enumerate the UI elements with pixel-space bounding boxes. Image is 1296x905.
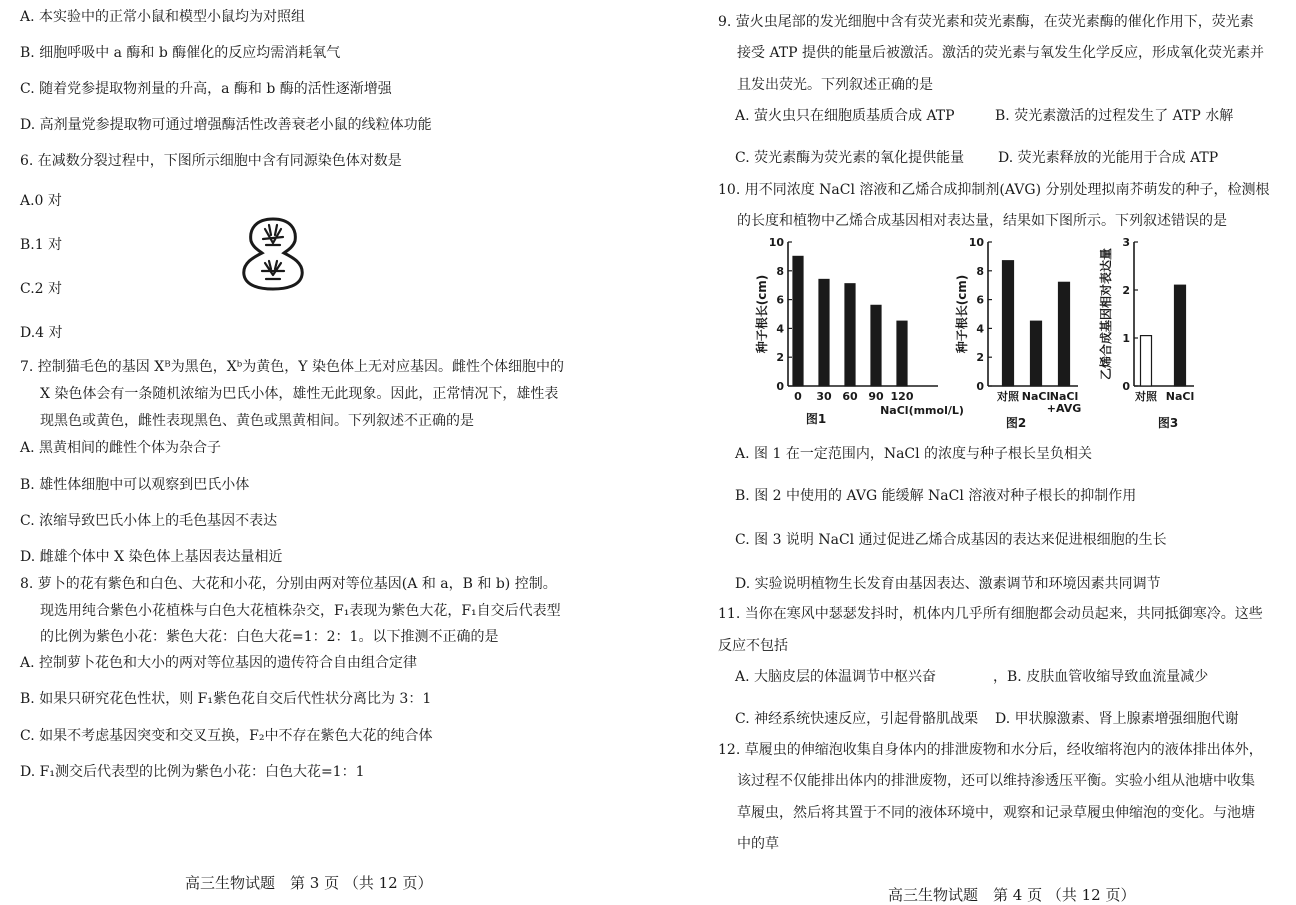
q12-stem-line4: 中的草 (737, 836, 779, 852)
q7-stem-line1: 7. 控制猫毛色的基因 Xᴮ为黑色，Xᵇ为黄色，Y 染色体上无对应基因。雌性个体细胞中的 (20, 359, 564, 375)
x-tick-label: +AVG (1046, 402, 1082, 415)
y-tick-label: 4 (976, 322, 984, 336)
y-tick-label: 6 (776, 293, 784, 307)
q11-option-a: A. 大脑皮层的体温调节中枢兴奋 (735, 669, 937, 685)
y-axis-label: 种子根长(cm) (755, 274, 769, 354)
x-tick-label: 30 (816, 390, 832, 403)
q12-stem-line1: 12. 草履虫的伸缩泡收集自身体内的排泄废物和水分后，经收缩将泡内的液体排出体外， (718, 742, 1263, 758)
q6-option-d: D.4 对 (20, 325, 63, 341)
q10-option-a: A. 图 1 在一定范围内，NaCl 的浓度与种子根长呈负相关 (735, 446, 1093, 462)
y-axis-label: 种子根长(cm) (955, 274, 969, 354)
y-tick-label: 3 (1122, 236, 1130, 249)
q8-stem-line2: 现选用纯合紫色小花植株与白色大花植株杂交，F₁表现为紫色大花，F₁自交后代表型 (40, 603, 561, 619)
q11-stem-line2: 反应不包括 (718, 638, 788, 654)
x-tick-label: 90 (868, 390, 884, 403)
y-tick-label: 0 (1122, 380, 1130, 393)
q5-option-a: A. 本实验中的正常小鼠和模型小鼠均为对照组 (20, 9, 306, 25)
figure-3-bar-chart (1094, 232, 1214, 432)
figure-1-bar-chart (752, 232, 967, 432)
q10-stem-line2: 的长度和植物中乙烯合成基因相对表达量，结果如下图所示。下列叙述错误的是 (737, 213, 1227, 229)
figure-2-bar-chart (950, 232, 1100, 432)
q6-stem: 6. 在减数分裂过程中，下图所示细胞中含有同源染色体对数是 (20, 153, 402, 169)
q9-stem-line1: 9. 萤火虫尾部的发光细胞中含有荧光素和荧光素酶，在荧光素酶的催化作用下，荧光素 (718, 14, 1254, 30)
q7-option-d: D. 雌雄个体中 X 染色体上基因表达量相近 (20, 549, 283, 565)
bar (1031, 321, 1042, 386)
q11-option-b: ，B. 皮肤血管收缩导致血流量减少 (993, 669, 1209, 685)
bar (1175, 285, 1186, 386)
q9-option-d: D. 荧光素释放的光能用于合成 ATP (998, 150, 1219, 166)
q5-option-d: D. 高剂量党参提取物可通过增强酶活性改善衰老小鼠的线粒体功能 (20, 117, 432, 133)
q9-option-a: A. 萤火虫只在细胞质基质合成 ATP (735, 108, 955, 124)
q11-option-d: D. 甲状腺激素、肾上腺素增强细胞代谢 (995, 711, 1239, 727)
y-tick-label: 6 (976, 293, 984, 307)
q7-option-c: C. 浓缩导致巴氏小体上的毛色基因不表达 (20, 513, 278, 529)
bar (871, 305, 881, 386)
y-tick-label: 0 (776, 380, 784, 393)
q11-option-c: C. 神经系统快速反应，引起骨骼肌战栗 (735, 711, 979, 727)
bar (819, 279, 829, 386)
bar (1003, 261, 1014, 386)
y-tick-label: 2 (976, 351, 984, 365)
q6-option-a: A.0 对 (20, 193, 62, 209)
q6-option-c: C.2 对 (20, 281, 63, 297)
x-tick-label: 对照 (997, 390, 1019, 403)
x-tick-label: NaCl (1165, 390, 1195, 403)
chart-title: 图2 (1005, 416, 1027, 430)
left-page-footer: 高三生物试题 第 3 页 （共 12 页） (185, 874, 433, 892)
q10-option-b: B. 图 2 中使用的 AVG 能缓解 NaCl 溶液对种子根长的抑制作用 (735, 488, 1137, 504)
x-tick-label: 0 (794, 390, 802, 403)
bar (1059, 282, 1070, 386)
right-page-footer: 高三生物试题 第 4 页 （共 12 页） (888, 886, 1136, 904)
x-tick-label: NaCl (1049, 390, 1079, 403)
chart-title: 图3 (1157, 416, 1179, 430)
q9-stem-line3: 且发出荧光。下列叙述正确的是 (737, 77, 933, 93)
q8-option-d: D. F₁测交后代表型的比例为紫色小花：白色大花=1：1 (20, 764, 365, 780)
q8-stem-line3: 的比例为紫色小花：紫色大花：白色大花=1：2：1。以下推测不正确的是 (40, 629, 499, 645)
q7-stem-line2: X 染色体会有一条随机浓缩为巴氏小体，雄性无此现象。因此，正常情况下，雄性表 (40, 386, 559, 402)
x-axis-label: NaCl(mmol/L) (880, 404, 964, 417)
q9-stem-line2: 接受 ATP 提供的能量后被激活。激活的荧光素与氧发生化学反应，形成氧化荧光素并 (737, 45, 1265, 61)
bar (793, 256, 803, 386)
y-tick-label: 2 (776, 351, 784, 365)
x-tick-label: 60 (842, 390, 858, 403)
q8-option-a: A. 控制萝卜花色和大小的两对等位基因的遗传符合自由组合定律 (20, 655, 418, 671)
y-tick-label: 8 (976, 264, 984, 278)
y-tick-label: 2 (1122, 284, 1130, 297)
q7-option-b: B. 雄性体细胞中可以观察到巴氏小体 (20, 477, 250, 493)
bar (1141, 336, 1152, 386)
y-axis-label: 乙烯合成基因相对表达量 (1099, 247, 1113, 381)
q6-option-b: B.1 对 (20, 237, 63, 253)
y-tick-label: 10 (968, 236, 984, 249)
chart-title: 图1 (805, 412, 827, 426)
x-tick-label: NaCl (1021, 390, 1051, 403)
q10-option-c: C. 图 3 说明 NaCl 通过促进乙烯合成基因的表达来促进根细胞的生长 (735, 532, 1167, 548)
q12-stem-line3: 草履虫，然后将其置于不同的液体环境中，观察和记录草履虫伸缩泡的变化。与池塘 (737, 805, 1255, 821)
q5-option-c: C. 随着党参提取物剂量的升高，a 酶和 b 酶的活性逐渐增强 (20, 81, 392, 97)
y-tick-label: 0 (976, 380, 984, 393)
meiosis-cell-figure (236, 213, 310, 293)
q11-stem-line1: 11. 当你在寒风中瑟瑟发抖时，机体内几乎所有细胞都会动员起来，共同抵御寒冷。这些 (718, 606, 1263, 622)
q5-option-b: B. 细胞呼吸中 a 酶和 b 酶催化的反应均需消耗氧气 (20, 45, 341, 61)
q9-option-b: B. 荧光素激活的过程发生了 ATP 水解 (995, 108, 1234, 124)
q10-stem-line1: 10. 用不同浓度 NaCl 溶液和乙烯合成抑制剂(AVG) 分别处理拟南芥萌发的种子，检测根 (718, 182, 1270, 198)
y-tick-label: 1 (1122, 332, 1130, 345)
q9-option-c: C. 荧光素酶为荧光素的氧化提供能量 (735, 150, 965, 166)
bar (845, 284, 855, 386)
q12-stem-line2: 该过程不仅能排出体内的排泄废物，还可以维持渗透压平衡。实验小组从池塘中收集 (737, 773, 1255, 789)
bar (897, 321, 907, 386)
x-tick-label: 对照 (1135, 390, 1157, 403)
q8-option-c: C. 如果不考虑基因突变和交叉互换，F₂中不存在紫色大花的纯合体 (20, 728, 433, 744)
x-tick-label: 120 (890, 390, 914, 403)
q10-option-d: D. 实验说明植物生长发育由基因表达、激素调节和环境因素共同调节 (735, 576, 1161, 592)
q7-option-a: A. 黑黄相间的雌性个体为杂合子 (20, 440, 222, 456)
q8-option-b: B. 如果只研究花色性状，则 F₁紫色花自交后代性状分离比为 3：1 (20, 691, 432, 707)
y-tick-label: 8 (776, 264, 784, 278)
y-tick-label: 4 (776, 322, 784, 336)
q7-stem-line3: 现黑色或黄色，雌性表现黑色、黄色或黑黄相间。下列叙述不正确的是 (40, 413, 474, 429)
y-tick-label: 10 (768, 236, 784, 249)
q8-stem-line1: 8. 萝卜的花有紫色和白色、大花和小花，分别由两对等位基因(A 和 a，B 和 b) 控制。 (20, 576, 557, 592)
